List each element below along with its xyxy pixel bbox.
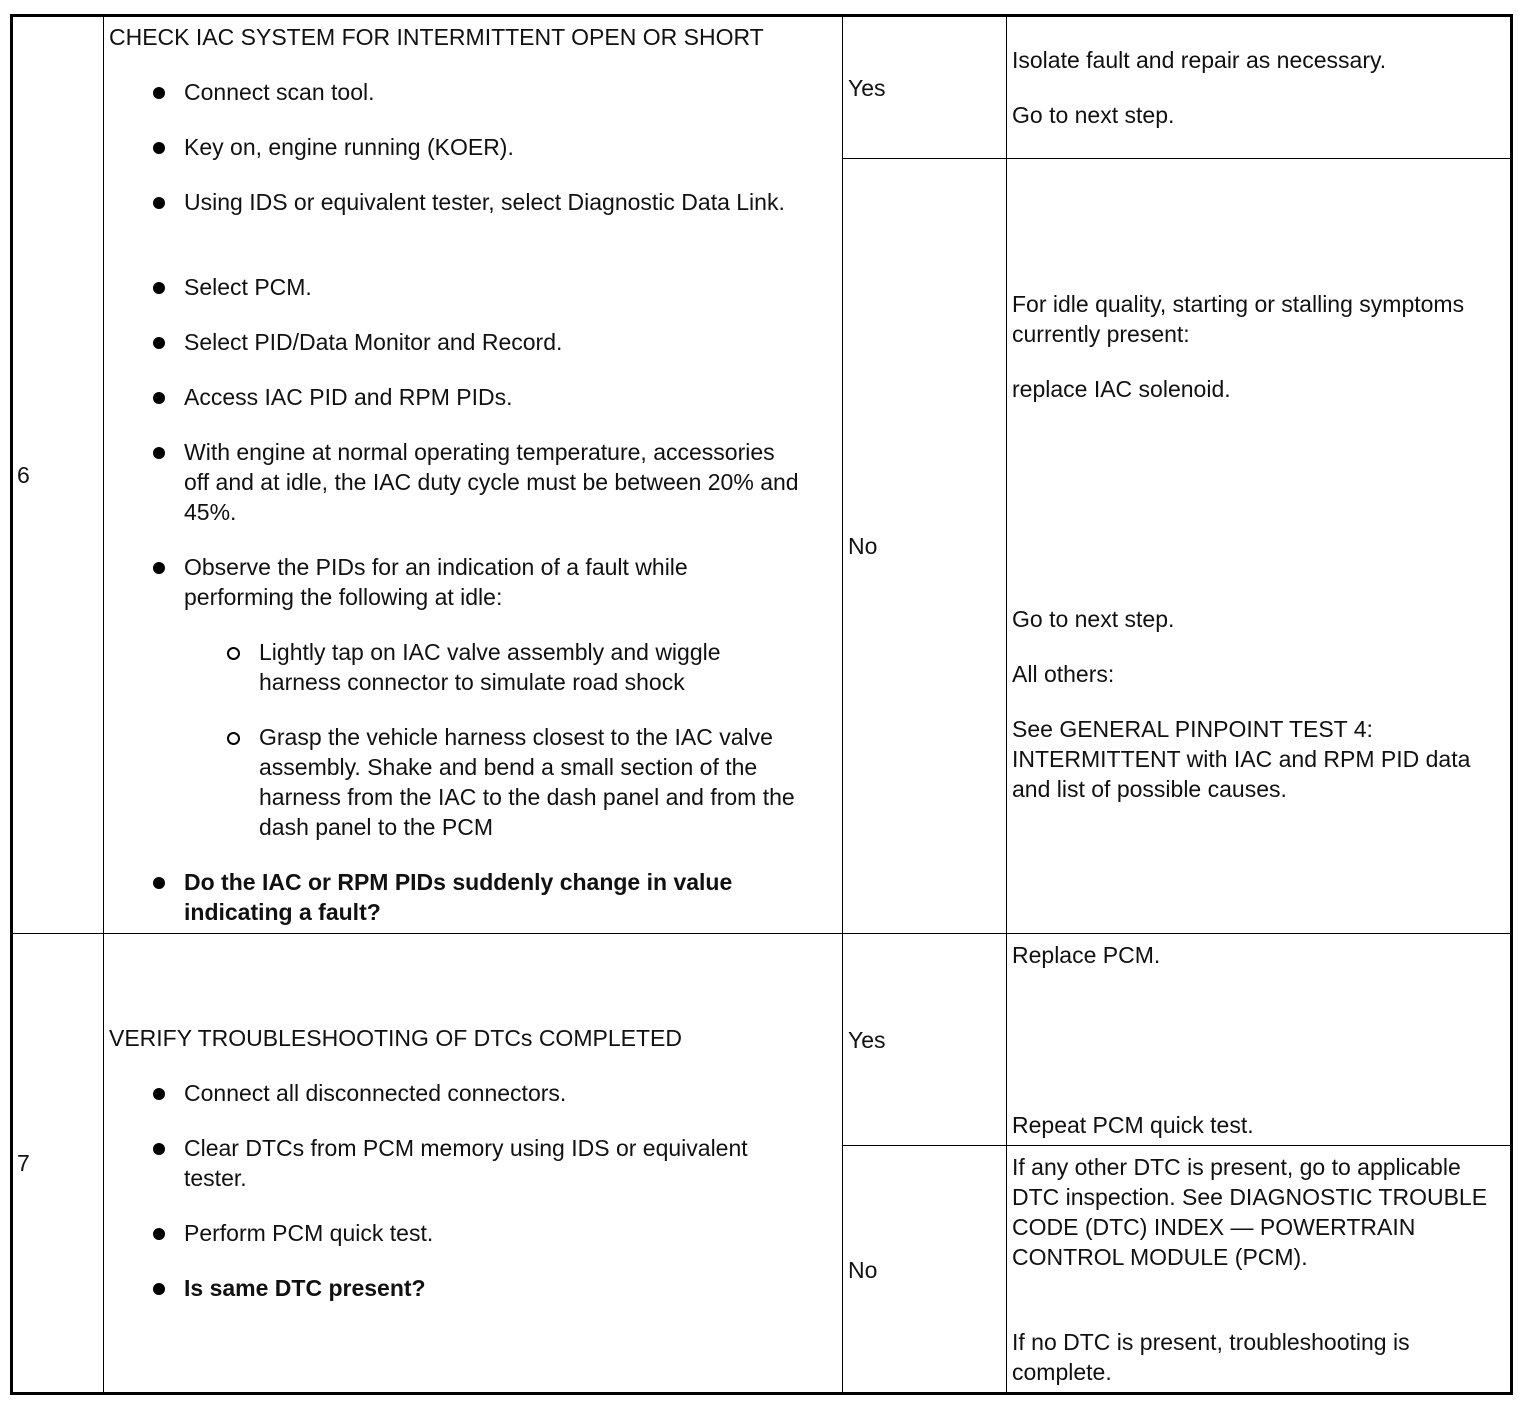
no-action: See GENERAL PINPOINT TEST 4: INTERMITTENT with IAC and RPM PID data and list of possible causes. [1012,716,1471,802]
yes-label: Yes [848,75,886,101]
yes-action: Go to next step. [1012,102,1175,128]
instruction-item: Using IDS or equivalent tester, select Diagnostic Data Link. [184,189,785,215]
step-title: VERIFY TROUBLESHOOTING OF DTCs COMPLETED [109,1025,682,1051]
instruction-item: With engine at normal operating temperature, accessories off and at idle, the IAC duty cycle must be between 20% and 45%. [184,439,799,525]
bullet-icon [153,447,165,459]
bullet-icon [153,197,165,209]
step-title: CHECK IAC SYSTEM FOR INTERMITTENT OPEN OR SHORT [109,24,764,50]
column-divider [1006,17,1007,1392]
instruction-item: Key on, engine running (KOER). [184,134,514,160]
sub-bullet-icon [227,647,240,660]
yes-label: Yes [848,1027,886,1053]
step-question: Do the IAC or RPM PIDs suddenly change in value indicating a fault? [184,869,733,925]
sub-instruction-item: Grasp the vehicle harness closest to the IAC valve assembly. Shake and bend a small section of the harness from the IAC to the dash panel and from the dash panel to the PCM [259,724,795,840]
bullet-icon [153,1143,165,1155]
instruction-item: Connect all disconnected connectors. [184,1080,567,1106]
instruction-item: Perform PCM quick test. [184,1220,434,1246]
bullet-icon [153,877,165,889]
instruction-item: Clear DTCs from PCM memory using IDS or equivalent tester. [184,1135,748,1191]
bullet-icon [153,87,165,99]
bullet-icon [153,562,165,574]
bullet-icon [153,282,165,294]
bullet-icon [153,1228,165,1240]
step-number: 6 [17,462,30,488]
no-label: No [848,533,878,559]
yes-action: Replace PCM. [1012,942,1161,968]
bullet-icon [153,142,165,154]
yes-action: Repeat PCM quick test. [1012,1112,1254,1138]
column-divider [103,17,104,1392]
sub-bullet-icon [227,732,240,745]
yes-no-divider [842,158,1510,159]
step-question: Is same DTC present? [184,1275,426,1301]
instruction-item: Observe the PIDs for an indication of a fault while performing the following at idle: [184,554,688,610]
bullet-icon [153,1283,165,1295]
no-action: For idle quality, starting or stalling symptoms currently present: [1012,291,1465,347]
instruction-item: Access IAC PID and RPM PIDs. [184,384,513,410]
row-divider [13,933,1510,934]
no-action: Go to next step. [1012,606,1175,632]
no-action: If any other DTC is present, go to applicable DTC inspection. See DIAGNOSTIC TROUBLE CODE (DTC) INDEX — POWERTRAIN CONTROL MODULE (PCM). [1012,1154,1488,1270]
bullet-icon [153,1088,165,1100]
bullet-icon [153,392,165,404]
sub-instruction-item: Lightly tap on IAC valve assembly and wiggle harness connector to simulate road shock [259,639,721,695]
step-number: 7 [17,1150,30,1176]
instruction-item: Select PID/Data Monitor and Record. [184,329,563,355]
yes-no-divider [842,1145,1510,1146]
column-divider [842,17,843,1392]
no-label: No [848,1257,878,1283]
instruction-item: Select PCM. [184,274,312,300]
no-action: If no DTC is present, troubleshooting is complete. [1012,1329,1410,1385]
instruction-item: Connect scan tool. [184,79,375,105]
bullet-icon [153,337,165,349]
no-action: replace IAC solenoid. [1012,376,1231,402]
yes-action: Isolate fault and repair as necessary. [1012,47,1387,73]
no-action: All others: [1012,661,1115,687]
